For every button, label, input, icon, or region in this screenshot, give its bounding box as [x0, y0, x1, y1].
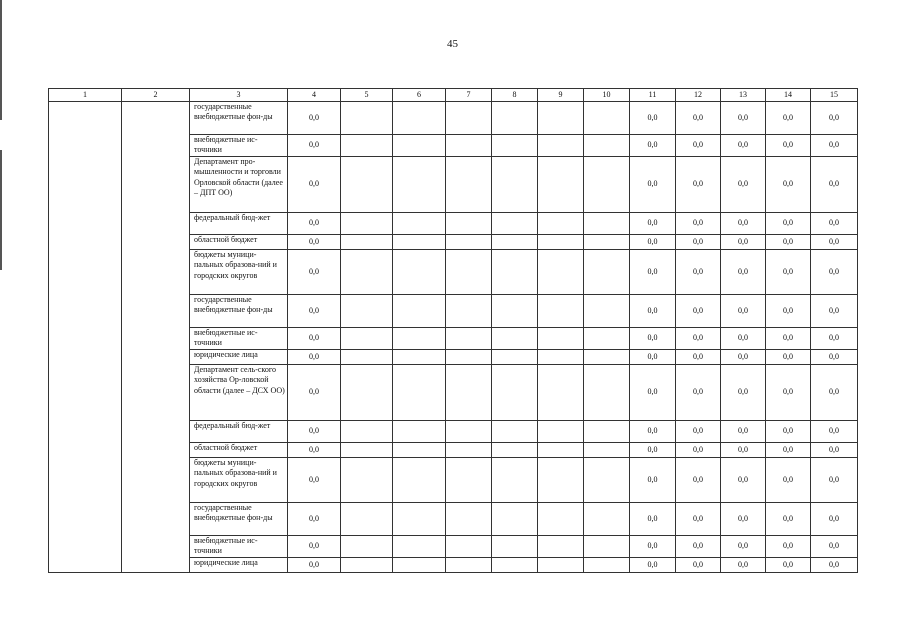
- value-cell-col5: [341, 558, 393, 573]
- value-cell-col8: [492, 157, 538, 213]
- value-cell-col15: 0,0: [811, 458, 858, 503]
- value-cell-col10: [584, 157, 630, 213]
- col-header: 2: [122, 89, 190, 102]
- value-cell-col6: [393, 421, 446, 443]
- value-cell-col5: [341, 157, 393, 213]
- value-cell-col4: 0,0: [288, 213, 341, 235]
- value-cell-col11: 0,0: [630, 365, 676, 421]
- value-cell-col13: 0,0: [721, 365, 766, 421]
- value-cell-col11: 0,0: [630, 157, 676, 213]
- value-cell-col6: [393, 213, 446, 235]
- value-cell-col10: [584, 235, 630, 250]
- value-cell-col9: [538, 328, 584, 350]
- value-cell-col10: [584, 536, 630, 558]
- value-cell-col6: [393, 365, 446, 421]
- value-cell-col12: 0,0: [676, 157, 721, 213]
- column-number-header: [49, 89, 858, 102]
- value-cell-col13: 0,0: [721, 536, 766, 558]
- funding-source-cell: Департамент сель-ского хозяйства Ор-ловской области (далее – ДСХ ОО): [190, 365, 288, 421]
- funding-source-cell: внебюджетные ис-точники: [190, 135, 288, 157]
- funding-source-cell: областной бюджет: [190, 235, 288, 250]
- table-body: [49, 102, 858, 573]
- value-cell-col4: 0,0: [288, 503, 341, 536]
- value-cell-col5: [341, 328, 393, 350]
- value-cell-col11: 0,0: [630, 328, 676, 350]
- funding-source-cell: федеральный бюд-жет: [190, 213, 288, 235]
- value-cell-col11: 0,0: [630, 421, 676, 443]
- value-cell-col12: 0,0: [676, 421, 721, 443]
- value-cell-col14: 0,0: [766, 421, 811, 443]
- value-cell-col11: 0,0: [630, 350, 676, 365]
- value-cell-col13: 0,0: [721, 235, 766, 250]
- value-cell-col8: [492, 458, 538, 503]
- value-cell-col6: [393, 558, 446, 573]
- value-cell-col9: [538, 235, 584, 250]
- value-cell-col12: 0,0: [676, 213, 721, 235]
- value-cell-col13: 0,0: [721, 295, 766, 328]
- value-cell-col4: 0,0: [288, 250, 341, 295]
- value-cell-col8: [492, 365, 538, 421]
- value-cell-col12: 0,0: [676, 365, 721, 421]
- value-cell-col14: 0,0: [766, 235, 811, 250]
- value-cell-col8: [492, 295, 538, 328]
- value-cell-col7: [446, 157, 492, 213]
- funding-source-cell: областной бюджет: [190, 443, 288, 458]
- value-cell-col12: 0,0: [676, 295, 721, 328]
- value-cell-col5: [341, 295, 393, 328]
- value-cell-col5: [341, 102, 393, 135]
- value-cell-col10: [584, 102, 630, 135]
- funding-source-cell: государственные внебюджетные фон-ды: [190, 295, 288, 328]
- value-cell-col12: 0,0: [676, 443, 721, 458]
- value-cell-col8: [492, 558, 538, 573]
- value-cell-col12: 0,0: [676, 536, 721, 558]
- value-cell-col14: 0,0: [766, 365, 811, 421]
- value-cell-col14: 0,0: [766, 213, 811, 235]
- value-cell-col6: [393, 295, 446, 328]
- funding-source-cell: государственные внебюджетные фон-ды: [190, 102, 288, 135]
- col-header: 12: [676, 89, 721, 102]
- value-cell-col14: 0,0: [766, 295, 811, 328]
- funding-source-cell: Департамент про-мышленности и торговли Орловской области (далее – ДПТ ОО): [190, 157, 288, 213]
- value-cell-col7: [446, 421, 492, 443]
- value-cell-col11: 0,0: [630, 503, 676, 536]
- value-cell-col7: [446, 295, 492, 328]
- value-cell-col13: 0,0: [721, 250, 766, 295]
- value-cell-col4: 0,0: [288, 328, 341, 350]
- value-cell-col6: [393, 503, 446, 536]
- value-cell-col12: 0,0: [676, 328, 721, 350]
- value-cell-col11: 0,0: [630, 135, 676, 157]
- value-cell-col13: 0,0: [721, 458, 766, 503]
- value-cell-col8: [492, 443, 538, 458]
- value-cell-col9: [538, 536, 584, 558]
- value-cell-col6: [393, 250, 446, 295]
- value-cell-col12: 0,0: [676, 458, 721, 503]
- value-cell-col15: 0,0: [811, 135, 858, 157]
- value-cell-col9: [538, 102, 584, 135]
- value-cell-col8: [492, 250, 538, 295]
- value-cell-col5: [341, 421, 393, 443]
- col-header: 10: [584, 89, 630, 102]
- value-cell-col6: [393, 102, 446, 135]
- value-cell-col15: 0,0: [811, 350, 858, 365]
- value-cell-col5: [341, 250, 393, 295]
- value-cell-col8: [492, 235, 538, 250]
- value-cell-col6: [393, 135, 446, 157]
- col-header: 13: [721, 89, 766, 102]
- value-cell-col7: [446, 250, 492, 295]
- value-cell-col10: [584, 443, 630, 458]
- value-cell-col15: 0,0: [811, 235, 858, 250]
- value-cell-col15: 0,0: [811, 250, 858, 295]
- value-cell-col4: 0,0: [288, 135, 341, 157]
- value-cell-col5: [341, 135, 393, 157]
- value-cell-col15: 0,0: [811, 328, 858, 350]
- value-cell-col15: 0,0: [811, 503, 858, 536]
- value-cell-col14: 0,0: [766, 458, 811, 503]
- value-cell-col11: 0,0: [630, 235, 676, 250]
- col-header: 1: [49, 89, 122, 102]
- value-cell-col15: 0,0: [811, 443, 858, 458]
- value-cell-col15: 0,0: [811, 157, 858, 213]
- value-cell-col13: 0,0: [721, 102, 766, 135]
- value-cell-col15: 0,0: [811, 295, 858, 328]
- col-header: 3: [190, 89, 288, 102]
- value-cell-col9: [538, 503, 584, 536]
- value-cell-col8: [492, 503, 538, 536]
- funding-source-cell: бюджеты муници-пальных образова-ний и городских округов: [190, 250, 288, 295]
- value-cell-col12: 0,0: [676, 250, 721, 295]
- funding-source-cell: внебюджетные ис-точники: [190, 536, 288, 558]
- value-cell-col6: [393, 328, 446, 350]
- value-cell-col12: 0,0: [676, 102, 721, 135]
- value-cell-col5: [341, 235, 393, 250]
- value-cell-col5: [341, 458, 393, 503]
- value-cell-col14: 0,0: [766, 328, 811, 350]
- value-cell-col14: 0,0: [766, 157, 811, 213]
- value-cell-col10: [584, 503, 630, 536]
- value-cell-col9: [538, 458, 584, 503]
- value-cell-col15: 0,0: [811, 213, 858, 235]
- value-cell-col10: [584, 295, 630, 328]
- value-cell-col10: [584, 421, 630, 443]
- value-cell-col8: [492, 102, 538, 135]
- value-cell-col15: 0,0: [811, 558, 858, 573]
- value-cell-col4: 0,0: [288, 350, 341, 365]
- col-header: 5: [341, 89, 393, 102]
- value-cell-col9: [538, 365, 584, 421]
- value-cell-col11: 0,0: [630, 558, 676, 573]
- col-header: 8: [492, 89, 538, 102]
- value-cell-col13: 0,0: [721, 328, 766, 350]
- col-header: 15: [811, 89, 858, 102]
- value-cell-col6: [393, 443, 446, 458]
- value-cell-col14: 0,0: [766, 250, 811, 295]
- value-cell-col8: [492, 350, 538, 365]
- value-cell-col8: [492, 536, 538, 558]
- value-cell-col11: 0,0: [630, 458, 676, 503]
- value-cell-col5: [341, 350, 393, 365]
- value-cell-col9: [538, 135, 584, 157]
- value-cell-col13: 0,0: [721, 443, 766, 458]
- value-cell-col11: 0,0: [630, 102, 676, 135]
- value-cell-col4: 0,0: [288, 157, 341, 213]
- value-cell-col4: 0,0: [288, 365, 341, 421]
- value-cell-col4: 0,0: [288, 235, 341, 250]
- value-cell-col5: [341, 443, 393, 458]
- value-cell-col14: 0,0: [766, 558, 811, 573]
- col-header: 7: [446, 89, 492, 102]
- value-cell-col7: [446, 135, 492, 157]
- value-cell-col7: [446, 328, 492, 350]
- value-cell-col9: [538, 157, 584, 213]
- value-cell-col5: [341, 213, 393, 235]
- scan-edge-mark: [0, 0, 2, 640]
- value-cell-col7: [446, 503, 492, 536]
- funding-source-cell: внебюджетные ис-точники: [190, 328, 288, 350]
- value-cell-col5: [341, 536, 393, 558]
- value-cell-col9: [538, 295, 584, 328]
- value-cell-col12: 0,0: [676, 235, 721, 250]
- value-cell-col14: 0,0: [766, 102, 811, 135]
- value-cell-col9: [538, 421, 584, 443]
- value-cell-col11: 0,0: [630, 295, 676, 328]
- value-cell-col13: 0,0: [721, 213, 766, 235]
- value-cell-col13: 0,0: [721, 157, 766, 213]
- value-cell-col9: [538, 250, 584, 295]
- value-cell-col10: [584, 135, 630, 157]
- budget-table: [48, 88, 858, 573]
- value-cell-col12: 0,0: [676, 350, 721, 365]
- value-cell-col13: 0,0: [721, 350, 766, 365]
- page-number: 45: [447, 38, 458, 50]
- value-cell-col4: 0,0: [288, 558, 341, 573]
- value-cell-col4: 0,0: [288, 536, 341, 558]
- funding-source-cell: юридические лица: [190, 558, 288, 573]
- value-cell-col6: [393, 235, 446, 250]
- value-cell-col7: [446, 235, 492, 250]
- value-cell-col10: [584, 328, 630, 350]
- col-header: 9: [538, 89, 584, 102]
- value-cell-col4: 0,0: [288, 443, 341, 458]
- value-cell-col7: [446, 102, 492, 135]
- value-cell-col11: 0,0: [630, 250, 676, 295]
- value-cell-col14: 0,0: [766, 443, 811, 458]
- value-cell-col4: 0,0: [288, 458, 341, 503]
- value-cell-col8: [492, 213, 538, 235]
- value-cell-col4: 0,0: [288, 421, 341, 443]
- value-cell-col14: 0,0: [766, 135, 811, 157]
- value-cell-col7: [446, 443, 492, 458]
- value-cell-col14: 0,0: [766, 536, 811, 558]
- value-cell-col8: [492, 135, 538, 157]
- value-cell-col11: 0,0: [630, 536, 676, 558]
- value-cell-col9: [538, 443, 584, 458]
- value-cell-col9: [538, 558, 584, 573]
- value-cell-col4: 0,0: [288, 102, 341, 135]
- value-cell-col10: [584, 250, 630, 295]
- value-cell-col15: 0,0: [811, 536, 858, 558]
- value-cell-col11: 0,0: [630, 443, 676, 458]
- value-cell-col10: [584, 558, 630, 573]
- value-cell-col6: [393, 458, 446, 503]
- value-cell-col4: 0,0: [288, 295, 341, 328]
- value-cell-col5: [341, 503, 393, 536]
- value-cell-col7: [446, 213, 492, 235]
- value-cell-col9: [538, 350, 584, 365]
- value-cell-col6: [393, 536, 446, 558]
- col2-merged: [122, 102, 190, 573]
- value-cell-col13: 0,0: [721, 135, 766, 157]
- value-cell-col10: [584, 213, 630, 235]
- col-header: 6: [393, 89, 446, 102]
- value-cell-col7: [446, 350, 492, 365]
- value-cell-col11: 0,0: [630, 213, 676, 235]
- col-header: 4: [288, 89, 341, 102]
- col-header: 14: [766, 89, 811, 102]
- value-cell-col14: 0,0: [766, 503, 811, 536]
- value-cell-col8: [492, 421, 538, 443]
- value-cell-col7: [446, 558, 492, 573]
- value-cell-col13: 0,0: [721, 421, 766, 443]
- value-cell-col10: [584, 365, 630, 421]
- value-cell-col7: [446, 458, 492, 503]
- funding-source-cell: государственные внебюджетные фон-ды: [190, 503, 288, 536]
- col-header: 11: [630, 89, 676, 102]
- value-cell-col14: 0,0: [766, 350, 811, 365]
- value-cell-col12: 0,0: [676, 558, 721, 573]
- value-cell-col15: 0,0: [811, 102, 858, 135]
- value-cell-col5: [341, 365, 393, 421]
- value-cell-col13: 0,0: [721, 503, 766, 536]
- value-cell-col15: 0,0: [811, 365, 858, 421]
- funding-source-cell: юридические лица: [190, 350, 288, 365]
- value-cell-col6: [393, 157, 446, 213]
- value-cell-col7: [446, 365, 492, 421]
- value-cell-col10: [584, 350, 630, 365]
- value-cell-col7: [446, 536, 492, 558]
- value-cell-col10: [584, 458, 630, 503]
- value-cell-col12: 0,0: [676, 503, 721, 536]
- col1-merged: [49, 102, 122, 573]
- value-cell-col6: [393, 350, 446, 365]
- value-cell-col13: 0,0: [721, 558, 766, 573]
- value-cell-col12: 0,0: [676, 135, 721, 157]
- value-cell-col8: [492, 328, 538, 350]
- value-cell-col15: 0,0: [811, 421, 858, 443]
- funding-source-cell: бюджеты муници-пальных образова-ний и городских округов: [190, 458, 288, 503]
- funding-source-cell: федеральный бюд-жет: [190, 421, 288, 443]
- value-cell-col9: [538, 213, 584, 235]
- table-row: [49, 102, 858, 135]
